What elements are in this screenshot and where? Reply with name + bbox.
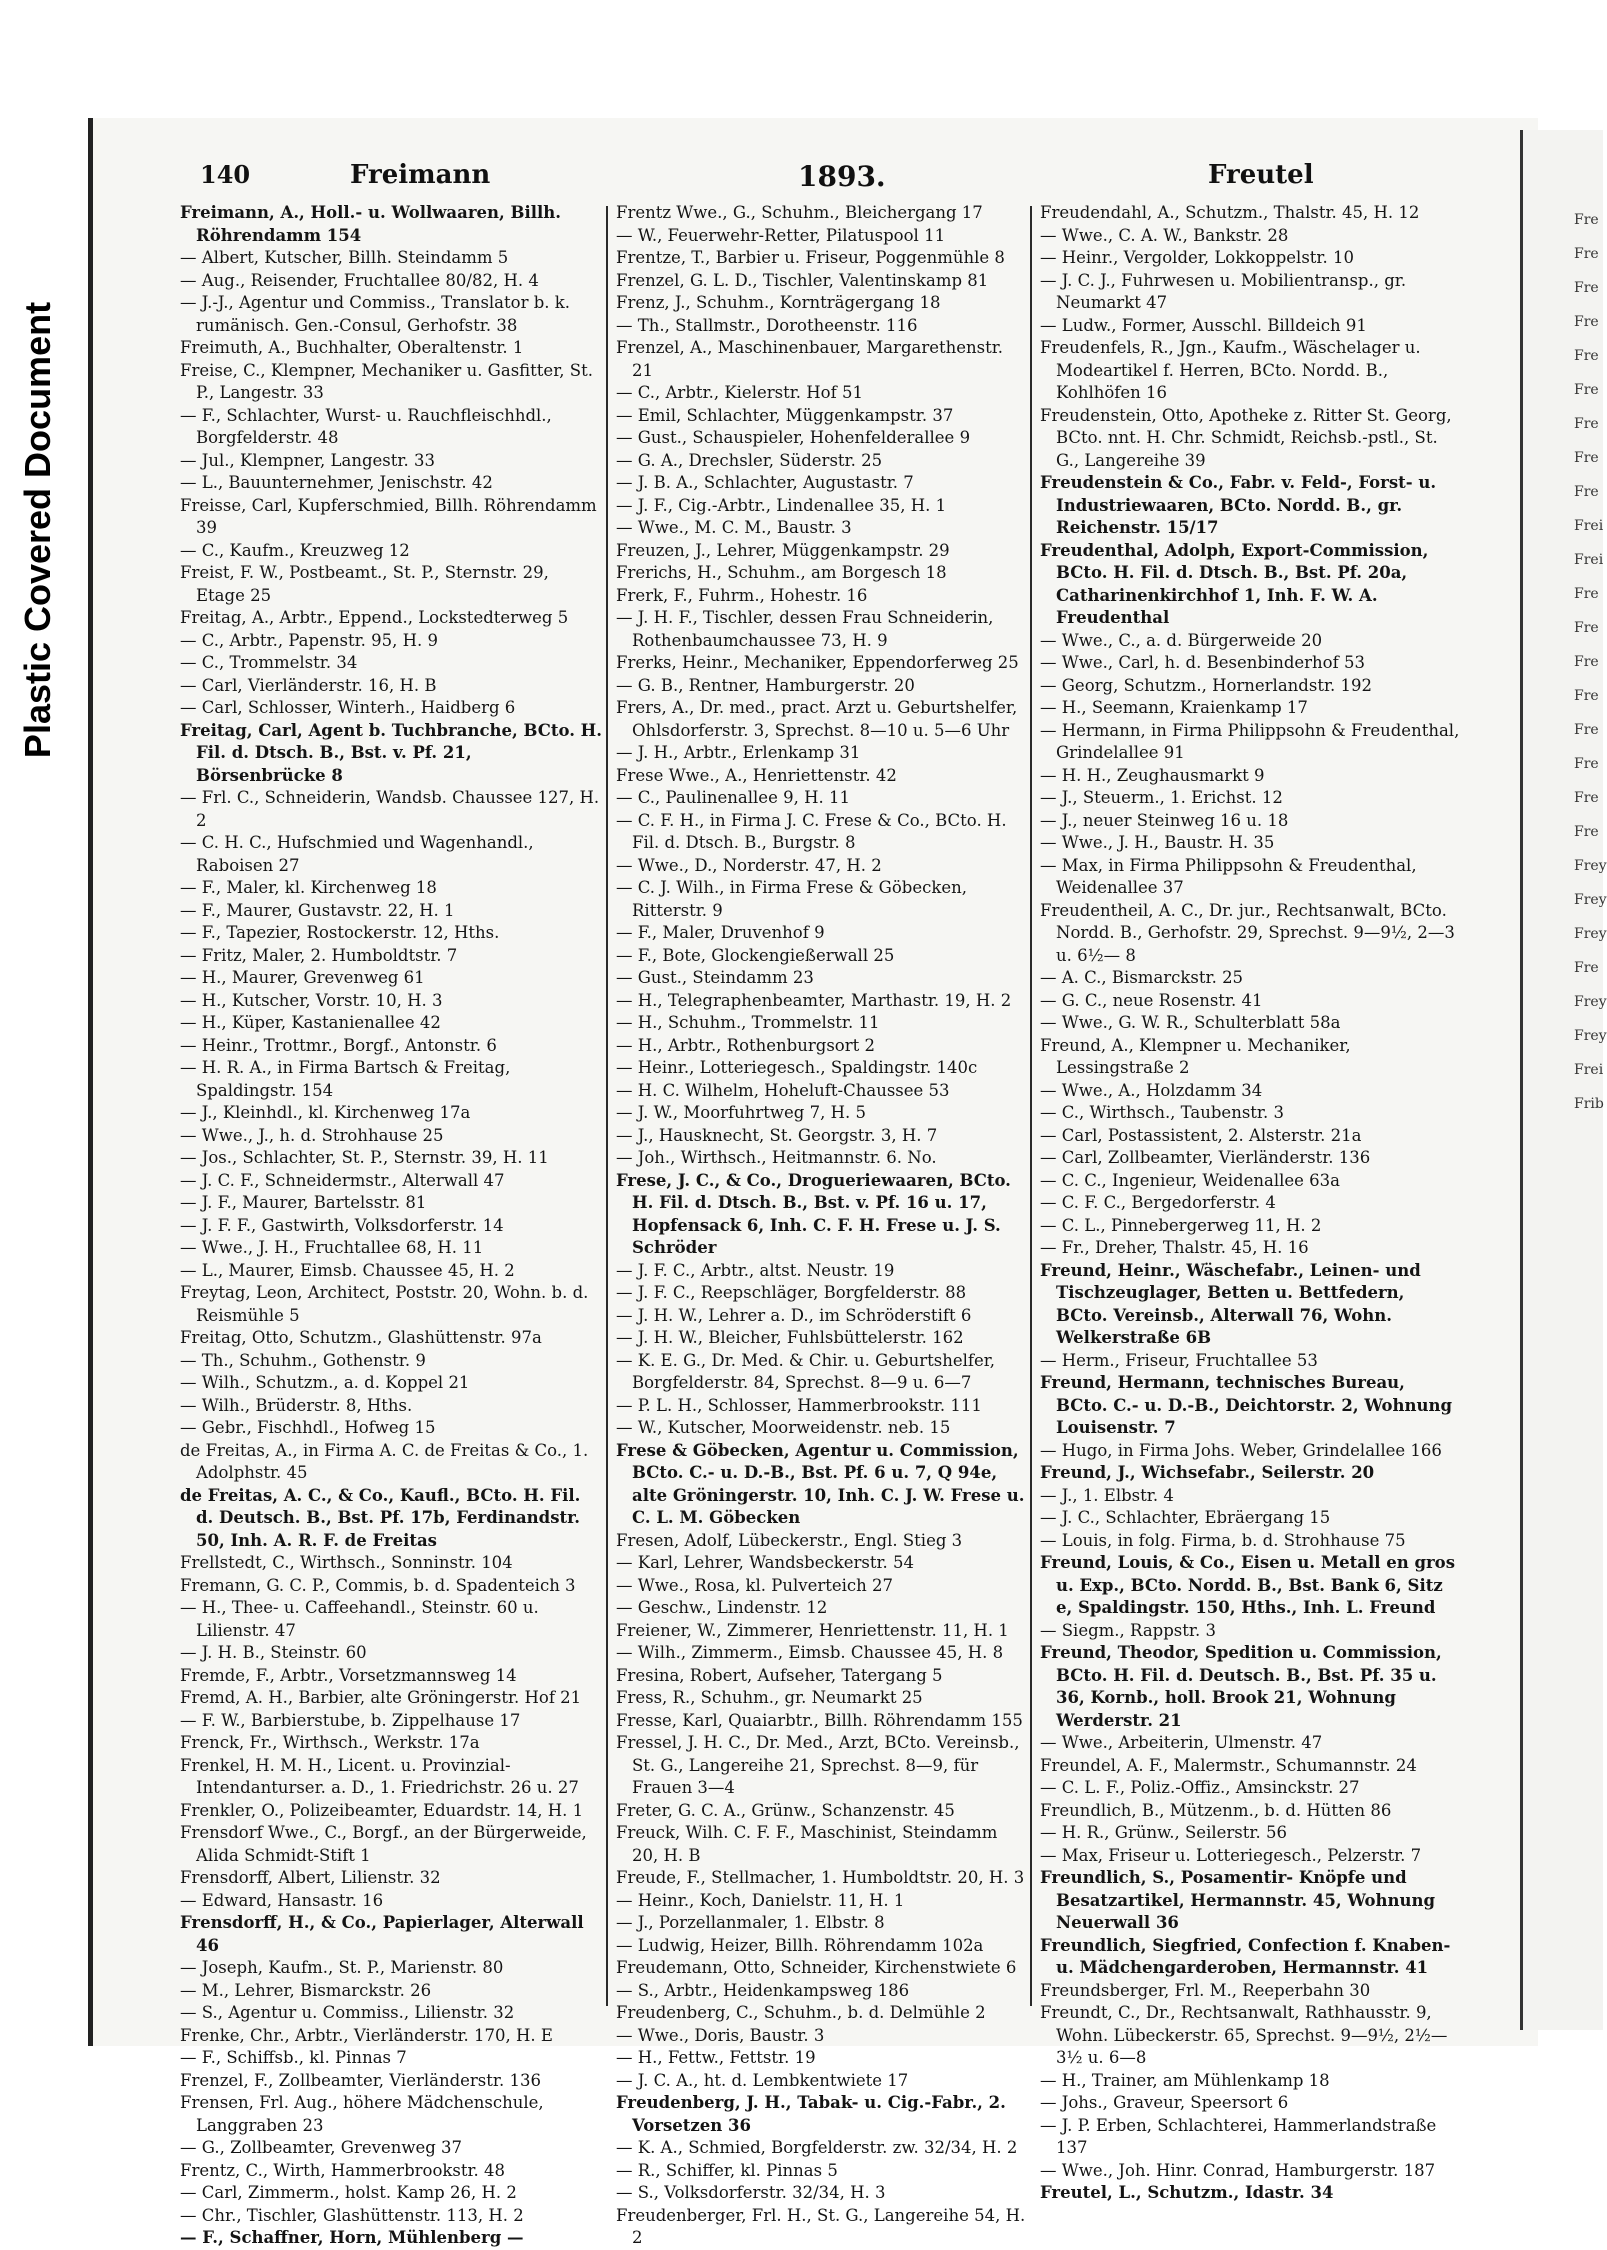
- directory-entry: — Gust., Steindamm 23: [616, 968, 814, 987]
- directory-entry: — J. F. C., Reepschläger, Borgfelderstr. 88: [616, 1283, 967, 1302]
- directory-entry: — C., Paulinenallee 9, H. 11: [616, 788, 850, 807]
- directory-entry: — Georg, Schutzm., Hornerlandstr. 192: [1040, 675, 1373, 695]
- directory-entry: — J. P. Erben, Schlachterei, Hammerlandstraße 137: [1040, 2115, 1437, 2157]
- directory-entry: — C., Wirthsch., Taubenstr. 3: [1040, 1103, 1284, 1122]
- directory-entry: Freude, F., Stellmacher, 1. Humboldtstr. 20, H. 3: [616, 1868, 1025, 1887]
- directory-entry: — J., 1. Elbstr. 4: [1040, 1485, 1174, 1505]
- directory-entry: Frese & Göbecken, Agentur u. Commission, BCto. C.- u. D.-B., Bst. Pf. 6 u. 7, Q 94e, alte Gröningerstr. 10, Inh. C. J. W. Frese u. C. L. M. Göbecken: [616, 1440, 1025, 1527]
- directory-entry: Frerichs, H., Schuhm., am Borgesch 18: [616, 563, 947, 582]
- directory-entry: — Wwe., C. A. W., Bankstr. 28: [1040, 225, 1289, 245]
- directory-entry: — C. C., Ingenieur, Weidenallee 63a: [1040, 1170, 1340, 1190]
- directory-entry: Freundsberger, Frl. M., Reeperbahn 30: [1040, 1980, 1371, 2000]
- year: 1893.: [798, 160, 886, 193]
- directory-entry: — Heinr., Vergolder, Lokkoppelstr. 10: [1040, 248, 1354, 267]
- directory-entry: — H., Seemann, Kraienkamp 17: [1040, 698, 1308, 717]
- edge-fragment: Fre: [1574, 450, 1599, 466]
- directory-entry: — Frl. C., Schneiderin, Wandsb. Chaussee 127, H. 2: [180, 788, 600, 830]
- edge-fragment: Fre: [1574, 688, 1599, 704]
- directory-entry: — F., Bote, Glockengießerwall 25: [616, 945, 895, 965]
- directory-entry: — Wwe., Doris, Baustr. 3: [616, 2025, 825, 2045]
- directory-entry: — C., Kaufm., Kreuzweg 12: [180, 540, 410, 560]
- directory-entry: — Jos., Schlachter, St. P., Sternstr. 39, H. 11: [180, 1148, 549, 1167]
- directory-entry: — G. C., neue Rosenstr. 41: [1040, 990, 1263, 1010]
- directory-entry: — J.-J., Agentur und Commiss., Translator b. k. rumänisch. Gen.-Consul, Gerhofstr. 38: [180, 293, 571, 335]
- column-rule: [1030, 206, 1032, 2006]
- directory-entry: — C. F. C., Bergedorferstr. 4: [1040, 1193, 1276, 1212]
- directory-entry: Freudenfels, R., Jgn., Kaufm., Wäschelager u. Modeartikel f. Herren, BCto. Nordd. B., Kohlhöfen 16: [1040, 338, 1421, 402]
- directory-entry: — Gebr., Fischhdl., Hofweg 15: [180, 1418, 436, 1437]
- directory-entry: Freundlich, B., Mützenm., b. d. Hütten 86: [1040, 1800, 1392, 1820]
- directory-entry: Frensdorff, H., & Co., Papierlager, Alterwall 46: [180, 1913, 584, 1955]
- edge-fragment: Fre: [1574, 722, 1599, 738]
- directory-entry: — Wwe., D., Norderstr. 47, H. 2: [616, 855, 882, 875]
- directory-entry: — H., Fettw., Fettstr. 19: [616, 2048, 816, 2067]
- directory-entry: Freudenstein, Otto, Apotheke z. Ritter St. Georg, BCto. nnt. H. Chr. Schmidt, Reichsb.-pstl., St. G., Langereihe 39: [1040, 405, 1452, 470]
- directory-entry: — Wwe., J., h. d. Strohhause 25: [180, 1125, 444, 1145]
- directory-entry: — Albert, Kutscher, Billh. Steindamm 5: [180, 248, 509, 267]
- directory-entry: Freuzen, J., Lehrer, Müggenkampstr. 29: [616, 540, 950, 560]
- directory-entry: — C., Arbtr., Papenstr. 95, H. 9: [180, 630, 438, 650]
- directory-entry: Frensdorff, Albert, Lilienstr. 32: [180, 1868, 441, 1887]
- directory-entry: Freund, Hermann, technisches Bureau, BCto. C.- u. D.-B., Deichtorstr. 2, Wohnung Louisenstr. 7: [1040, 1373, 1453, 1437]
- directory-entry: Fremd, A. H., Barbier, alte Gröningerstr. Hof 21: [180, 1688, 582, 1707]
- directory-entry: — Aug., Reisender, Fruchtallee 80/82, H. 4: [180, 270, 539, 290]
- edge-fragment: Fre: [1574, 484, 1599, 500]
- directory-entry: Frenck, Fr., Wirthsch., Werkstr. 17a: [180, 1733, 480, 1752]
- directory-entry: Frenzel, F., Zollbeamter, Vierländerstr. 136: [180, 2070, 541, 2090]
- directory-entry: Freund, A., Klempner u. Mechaniker, Lessingstraße 2: [1040, 1035, 1351, 1077]
- directory-entry: — G. A., Drechsler, Süderstr. 25: [616, 450, 883, 470]
- directory-entry: — Ludw., Former, Ausschl. Billdeich 91: [1040, 315, 1367, 335]
- directory-entry: — Jul., Klempner, Langestr. 33: [180, 450, 435, 470]
- directory-entry: Fresina, Robert, Aufseher, Tatergang 5: [616, 1665, 943, 1685]
- directory-entry: Frentz Wwe., G., Schuhm., Bleichergang 17: [616, 203, 983, 222]
- directory-entry: — Hugo, in Firma Johs. Weber, Grindelallee 166: [1040, 1440, 1442, 1460]
- directory-entry: Freundlich, S., Posamentir- Knöpfe und Besatzartikel, Hermannstr. 45, Wohnung Neuerwall 36: [1040, 1868, 1436, 1932]
- edge-fragment: Frey: [1574, 858, 1607, 874]
- directory-entry: — Joseph, Kaufm., St. P., Marienstr. 80: [180, 1958, 504, 1977]
- edge-fragment: Fre: [1574, 654, 1599, 670]
- directory-entry: Frenkler, O., Polizeibeamter, Eduardstr. 14, H. 1: [180, 1800, 584, 1820]
- directory-entry: — C. J. Wilh., in Firma Frese & Göbecken, Ritterstr. 9: [616, 878, 967, 920]
- directory-entry: — H., Küper, Kastanienallee 42: [180, 1013, 441, 1032]
- directory-entry: Freimann, A., Holl.- u. Wollwaaren, Billh. Röhrendamm 154: [180, 203, 561, 245]
- directory-entry: Frenke, Chr., Arbtr., Vierländerstr. 170, H. E: [180, 2025, 553, 2045]
- column-rule: [606, 206, 608, 2006]
- directory-entry: — H. C. Wilhelm, Hoheluft-Chaussee 53: [616, 1080, 950, 1100]
- edge-fragment: Frib: [1574, 1096, 1604, 1112]
- directory-entry: — J. F., Maurer, Bartelsstr. 81: [180, 1193, 427, 1212]
- directory-entry: — Max, Friseur u. Lotteriegesch., Pelzerstr. 7: [1040, 1845, 1422, 1865]
- directory-entry: Freund, Louis, & Co., Eisen u. Metall en gros u. Exp., BCto. Nordd. B., Bst. Bank 6, Sitz e, Spaldingstr. 150, Hths., Inh. L. Freund: [1040, 1553, 1455, 1617]
- directory-entry: — F., Schlachter, Wurst- u. Rauchfleischhdl., Borgfelderstr. 48: [180, 405, 552, 447]
- directory-entry: — H., Kutscher, Vorstr. 10, H. 3: [180, 990, 443, 1010]
- directory-entry: — S., Volksdorferstr. 32/34, H. 3: [616, 2183, 886, 2202]
- directory-entry: — W., Kutscher, Moorweidenstr. neb. 15: [616, 1418, 951, 1437]
- directory-entry: — J. F. F., Gastwirth, Volksdorferstr. 14: [180, 1215, 504, 1235]
- directory-entry: Freundlich, Siegfried, Confection f. Knaben- u. Mädchengarderoben, Hermannstr. 41: [1040, 1935, 1451, 1977]
- directory-entry: Frentz, C., Wirth, Hammerbrookstr. 48: [180, 2160, 506, 2180]
- directory-entry: — A. C., Bismarckstr. 25: [1040, 968, 1244, 987]
- running-head-right: Freutel: [1208, 160, 1314, 190]
- directory-entry: — Carl, Vierländerstr. 16, H. B: [180, 675, 437, 695]
- directory-entry: Freund, J., Wichsefabr., Seilerstr. 20: [1040, 1463, 1375, 1482]
- directory-entry: Freist, F. W., Postbeamt., St. P., Sternstr. 29, Etage 25: [180, 563, 549, 605]
- directory-entry: — L., Maurer, Eimsb. Chaussee 45, H. 2: [180, 1260, 515, 1280]
- edge-fragment: Fre: [1574, 620, 1599, 636]
- directory-entry: — J. C., Schlachter, Ebräergang 15: [1040, 1508, 1331, 1527]
- directory-entry: — Gust., Schauspieler, Hohenfelderallee 9: [616, 428, 971, 447]
- directory-entry: Freudentheil, A. C., Dr. jur., Rechtsanwalt, BCto. Nordd. B., Gerhofstr. 29, Sprechst. 9—9½, 2—3 u. 6½— 8: [1040, 900, 1455, 965]
- edge-fragment: Frei: [1574, 1062, 1604, 1078]
- edge-fragment: Fre: [1574, 212, 1599, 228]
- directory-entry: — Fr., Dreher, Thalstr. 45, H. 16: [1040, 1238, 1309, 1257]
- directory-entry: — H., Maurer, Grevenweg 61: [180, 968, 425, 987]
- directory-entry: — J. B. A., Schlachter, Augustastr. 7: [616, 473, 914, 492]
- directory-entry: — C. F. H., in Firma J. C. Frese & Co., BCto. H. Fil. d. Dtsch. B., Burgstr. 8: [616, 810, 1007, 852]
- directory-entry: — H., Schuhm., Trommelstr. 11: [616, 1013, 880, 1032]
- running-head-left: Freimann: [350, 160, 491, 190]
- directory-entry: de Freitas, A. C., & Co., Kaufl., BCto. H. Fil. d. Deutsch. B., Bst. Pf. 17b, Ferdinandstr. 50, Inh. A. R. F. de Freitas: [180, 1485, 581, 1550]
- directory-entry: — Edward, Hansastr. 16: [180, 1890, 384, 1910]
- directory-entry: — Carl, Schlosser, Winterh., Haidberg 6: [180, 698, 516, 717]
- edge-fragment: Fre: [1574, 586, 1599, 602]
- directory-entry: — Carl, Zollbeamter, Vierländerstr. 136: [1040, 1148, 1371, 1167]
- directory-entry: — J. F. C., Arbtr., altst. Neustr. 19: [616, 1260, 895, 1280]
- directory-entry: Freundt, C., Dr., Rechtsanwalt, Rathhausstr. 9, Wohn. Lübeckerstr. 65, Sprechst. 9—9½, 2½—3½ u. 6—8: [1040, 2003, 1448, 2067]
- directory-entry: Frellstedt, C., Wirthsch., Sonninstr. 104: [180, 1553, 513, 1572]
- directory-entry: Freudenberger, Frl. H., St. G., Langereihe 54, H. 2: [616, 2205, 1026, 2247]
- directory-entry: Frensdorf Wwe., C., Borgf., an der Bürgerweide, Alida Schmidt-Stift 1: [180, 1823, 587, 1865]
- directory-entry: — Wilh., Schutzm., a. d. Koppel 21: [180, 1373, 470, 1392]
- directory-entry: Freuck, Wilh. C. F. F., Maschinist, Steindamm 20, H. B: [616, 1823, 998, 1865]
- edge-fragment: Frey: [1574, 994, 1607, 1010]
- directory-entry: Fresse, Karl, Quaiarbtr., Billh. Röhrendamm 155: [616, 1710, 1023, 1730]
- directory-entry: Freundel, A. F., Malermstr., Schumannstr. 24: [1040, 1755, 1417, 1775]
- next-page-fragments: [1574, 210, 1607, 1990]
- directory-entry: — Ludwig, Heizer, Billh. Röhrendamm 102a: [616, 1935, 984, 1955]
- directory-entry: — J. H. W., Lehrer a. D., im Schröderstift 6: [616, 1305, 972, 1325]
- directory-entry: — H., Arbtr., Rothenburgsort 2: [616, 1035, 875, 1055]
- directory-entry: — Wwe., Rosa, kl. Pulverteich 27: [616, 1575, 894, 1595]
- directory-entry: Freytag, Leon, Architect, Poststr. 20, Wohn. b. d. Reismühle 5: [180, 1283, 589, 1325]
- directory-entry: — J., neuer Steinweg 16 u. 18: [1040, 810, 1289, 830]
- directory-column-2: [616, 202, 1026, 2247]
- directory-entry: — J. C. A., ht. d. Lembkentwiete 17: [616, 2070, 909, 2090]
- directory-entry: — W., Feuerwehr-Retter, Pilatuspool 11: [616, 225, 946, 245]
- directory-entry: — Heinr., Koch, Danielstr. 11, H. 1: [616, 1890, 905, 1910]
- directory-entry: — Geschw., Lindenstr. 12: [616, 1598, 828, 1617]
- directory-entry: — H. R. A., in Firma Bartsch & Freitag, Spaldingstr. 154: [180, 1058, 511, 1100]
- directory-column-1: [180, 202, 603, 2247]
- directory-entry: Freudendahl, A., Schutzm., Thalstr. 45, H. 12: [1040, 203, 1420, 222]
- directory-entry: — Heinr., Trottmr., Borgf., Antonstr. 6: [180, 1035, 497, 1055]
- directory-entry: — J. H. B., Steinstr. 60: [180, 1643, 367, 1662]
- directory-entry: — G., Zollbeamter, Grevenweg 37: [180, 2138, 463, 2157]
- directory-entry: — Hermann, in Firma Philippsohn & Freudenthal, Grindelallee 91: [1040, 720, 1460, 762]
- directory-entry: — J. C. J., Fuhrwesen u. Mobilientransp., gr. Neumarkt 47: [1040, 270, 1407, 312]
- directory-entry: — F., Schiffsb., kl. Pinnas 7: [180, 2048, 407, 2067]
- directory-entry: — K. A., Schmied, Borgfelderstr. zw. 32/34, H. 2: [616, 2138, 1018, 2157]
- directory-entry: Freitag, Carl, Agent b. Tuchbranche, BCto. H. Fil. d. Dtsch. B., Bst. v. Pf. 21, Börsenbrücke 8: [180, 720, 603, 785]
- directory-entry: — J. F., Cig.-Arbtr., Lindenallee 35, H. 1: [616, 495, 947, 515]
- directory-entry: — H., Trainer, am Mühlenkamp 18: [1040, 2070, 1330, 2090]
- directory-entry: Freitag, A., Arbtr., Eppend., Lockstedterweg 5: [180, 608, 569, 627]
- edge-fragment: Frey: [1574, 926, 1607, 942]
- directory-entry: Freudenthal, Adolph, Export-Commission, BCto. H. Fil. d. Dtsch. B., Bst. Pf. 20a, Catharinenkirchhof 1, Inh. F. W. A. Freudenthal: [1040, 540, 1429, 627]
- directory-entry: Freudenberg, J. H., Tabak- u. Cig.-Fabr., 2. Vorsetzen 36: [616, 2093, 1006, 2135]
- directory-entry: — H. H., Zeughausmarkt 9: [1040, 765, 1265, 785]
- directory-entry: — Johs., Graveur, Speersort 6: [1040, 2093, 1289, 2112]
- directory-entry: Fress, R., Schuhm., gr. Neumarkt 25: [616, 1688, 923, 1707]
- edge-fragment: Fre: [1574, 314, 1599, 330]
- directory-entry: — Herm., Friseur, Fruchtallee 53: [1040, 1350, 1318, 1370]
- directory-entry: Freutel, L., Schutzm., Idastr. 34: [1040, 2183, 1334, 2202]
- directory-entry: — C. L., Pinnebergerweg 11, H. 2: [1040, 1215, 1322, 1235]
- directory-entry: Freisse, Carl, Kupferschmied, Billh. Röhrendamm 39: [180, 495, 597, 537]
- directory-entry: — Heinr., Lotteriegesch., Spaldingstr. 140c: [616, 1058, 978, 1077]
- directory-entry: — J. W., Moorfuhrtweg 7, H. 5: [616, 1103, 866, 1122]
- directory-entry: Freiener, W., Zimmerer, Henriettenstr. 11, H. 1: [616, 1620, 1009, 1640]
- edge-fragment: Fre: [1574, 280, 1599, 296]
- directory-entry: Frensen, Frl. Aug., höhere Mädchenschule, Langgraben 23: [180, 2093, 544, 2135]
- edge-fragment: Fre: [1574, 246, 1599, 262]
- directory-entry: — F., Maler, Druvenhof 9: [616, 923, 825, 942]
- directory-entry: — C., Arbtr., Kielerstr. Hof 51: [616, 383, 863, 402]
- directory-entry: — Max, in Firma Philippsohn & Freudenthal, Weidenallee 37: [1040, 855, 1417, 897]
- directory-entry: Fremann, G. C. P., Commis, b. d. Spadenteich 3: [180, 1575, 576, 1595]
- directory-entry: de Freitas, A., in Firma A. C. de Freitas & Co., 1. Adolphstr. 45: [180, 1440, 589, 1482]
- directory-entry: Frentze, T., Barbier u. Friseur, Poggenmühle 8: [616, 248, 1005, 267]
- directory-entry: — H. R., Grünw., Seilerstr. 56: [1040, 1823, 1287, 1842]
- directory-entry: Freund, Heinr., Wäschefabr., Leinen- und Tischzeuglager, Betten u. Bettfedern, BCto. Vereinsb., Alterwall 76, Wohn. Welkerstraße 6B: [1040, 1260, 1421, 1347]
- directory-entry: — R., Schiffer, kl. Pinnas 5: [616, 2160, 838, 2180]
- directory-entry: Frenzel, A., Maschinenbauer, Margarethenstr. 21: [616, 338, 1004, 380]
- directory-entry: — Siegm., Rappstr. 3: [1040, 1620, 1216, 1640]
- edge-fragment: Fre: [1574, 960, 1599, 976]
- directory-entry: — Emil, Schlachter, Müggenkampstr. 37: [616, 405, 954, 425]
- edge-fragment: Frei: [1574, 552, 1604, 568]
- directory-entry: — S., Agentur u. Commiss., Lilienstr. 32: [180, 2003, 515, 2022]
- directory-entry: Freudenberg, C., Schuhm., b. d. Delmühle 2: [616, 2003, 986, 2022]
- directory-entry: — C. L. F., Poliz.-Offiz., Amsinckstr. 27: [1040, 1778, 1360, 1797]
- directory-entry: Frenz, J., Schuhm., Kornträgergang 18: [616, 293, 941, 312]
- edge-fragment: Frey: [1574, 892, 1607, 908]
- edge-fragment: Fre: [1574, 348, 1599, 364]
- directory-entry: Freund, Theodor, Spedition u. Commission, BCto. H. Fil. d. Deutsch. B., Bst. Pf. 35 u. 36, Kornb., holl. Brook 21, Wohnung Werderstr. 21: [1040, 1643, 1442, 1730]
- directory-entry: Frers, A., Dr. med., pract. Arzt u. Geburtshelfer, Ohlsdorferstr. 3, Sprechst. 8—10 u. 5—6 Uhr: [616, 698, 1018, 740]
- directory-entry: Frenkel, H. M. H., Licent. u. Provinzial-Intendanturser. a. D., 1. Friedrichstr. 26 u. 27: [180, 1755, 579, 1797]
- directory-entry: — Wwe., A., Holzdamm 34: [1040, 1080, 1263, 1100]
- directory-entry: — F., Tapezier, Rostockerstr. 12, Hths.: [180, 923, 500, 942]
- directory-entry: Frerk, F., Fuhrm., Hohestr. 16: [616, 585, 868, 605]
- directory-entry: — J. H., Arbtr., Erlenkamp 31: [616, 743, 861, 762]
- directory-entry: Freudemann, Otto, Schneider, Kirchenstwiete 6: [616, 1958, 1017, 1977]
- directory-entry: — J., Kleinhdl., kl. Kirchenweg 17a: [180, 1103, 471, 1122]
- directory-entry: Freudenstein & Co., Fabr. v. Feld-, Forst- u. Industriewaaren, BCto. Nordd. B., gr. Reichenstr. 15/17: [1040, 473, 1437, 537]
- edge-fragment: Frey: [1574, 1028, 1607, 1044]
- directory-entry: — C. H. C., Hufschmied und Wagenhandl., Raboisen 27: [180, 833, 534, 875]
- directory-entry: — F. W., Barbierstube, b. Zippelhause 17: [180, 1710, 521, 1730]
- directory-entry: — Chr., Tischler, Glashüttenstr. 113, H. 2: [180, 2205, 524, 2225]
- edge-fragment: Fre: [1574, 416, 1599, 432]
- directory-entry: Frese, J. C., & Co., Drogueriewaaren, BCto. H. Fil. d. Dtsch. B., Bst. v. Pf. 16 u. 17, Hopfensack 6, Inh. C. F. H. Frese u. J. S. Schröder: [616, 1170, 1011, 1257]
- directory-entry: — G. B., Rentner, Hamburgerstr. 20: [616, 675, 915, 695]
- directory-entry: — Louis, in folg. Firma, b. d. Strohhause 75: [1040, 1530, 1406, 1550]
- side-label-text: Plastic Covered Document: [17, 301, 58, 759]
- directory-entry: Fremde, F., Arbtr., Vorsetzmannsweg 14: [180, 1665, 517, 1685]
- edge-fragment: Fre: [1574, 824, 1599, 840]
- directory-entry: — P. L. H., Schlosser, Hammerbrookstr. 111: [616, 1395, 982, 1415]
- page-number: 140: [200, 160, 251, 189]
- directory-entry: — F., Schaffner, Horn, Mühlenberg —: [180, 2228, 524, 2247]
- directory-entry: — Joh., Wirthsch., Heitmannstr. 6. No.: [616, 1148, 937, 1167]
- directory-entry: — Karl, Lehrer, Wandsbeckerstr. 54: [616, 1553, 915, 1572]
- directory-entry: — Wwe., C., a. d. Bürgerweide 20: [1040, 630, 1323, 650]
- directory-entry: — M., Lehrer, Bismarckstr. 26: [180, 1980, 432, 2000]
- edge-fragment: Fre: [1574, 756, 1599, 772]
- directory-entry: Freitag, Otto, Schutzm., Glashüttenstr. 97a: [180, 1328, 542, 1347]
- directory-entry: — Wwe., Carl, h. d. Besenbinderhof 53: [1040, 653, 1365, 672]
- side-label: [8, 260, 68, 800]
- directory-entry: — Wwe., J. H., Baustr. H. 35: [1040, 833, 1275, 852]
- directory-entry: — Carl, Postassistent, 2. Alsterstr. 21a: [1040, 1125, 1362, 1145]
- directory-entry: — J. C. F., Schneidermstr., Alterwall 47: [180, 1170, 505, 1190]
- directory-entry: — Fritz, Maler, 2. Humboldtstr. 7: [180, 945, 458, 965]
- page-header: [112, 158, 1462, 194]
- directory-entry: — J. H. W., Bleicher, Fuhlsbüttelerstr. 162: [616, 1328, 964, 1347]
- edge-fragment: Fre: [1574, 790, 1599, 806]
- directory-column-3: [1040, 202, 1460, 2202]
- directory-entry: Frerks, Heinr., Mechaniker, Eppendorferweg 25: [616, 653, 1019, 672]
- directory-entry: — J., Steuerm., 1. Erichst. 12: [1040, 788, 1283, 807]
- directory-entry: — L., Bauunternehmer, Jenischstr. 42: [180, 473, 493, 492]
- directory-entry: — H., Telegraphenbeamter, Marthastr. 19, H. 2: [616, 990, 1012, 1010]
- directory-entry: — Wilh., Zimmerm., Eimsb. Chaussee 45, H. 8: [616, 1643, 1004, 1662]
- edge-fragment: Fre: [1574, 382, 1599, 398]
- directory-entry: — J., Hausknecht, St. Georgstr. 3, H. 7: [616, 1125, 938, 1145]
- directory-entry: — S., Arbtr., Heidenkampsweg 186: [616, 1980, 910, 2000]
- directory-entry: — Th., Schuhm., Gothenstr. 9: [180, 1350, 426, 1370]
- directory-entry: — J. H. F., Tischler, dessen Frau Schneiderin, Rothenbaumchaussee 73, H. 9: [616, 608, 994, 650]
- directory-entry: Fresen, Adolf, Lübeckerstr., Engl. Stieg 3: [616, 1530, 963, 1550]
- directory-entry: — J., Porzellanmaler, 1. Elbstr. 8: [616, 1913, 885, 1932]
- edge-fragment: Frei: [1574, 518, 1604, 534]
- directory-entry: — Wwe., Arbeiterin, Ulmenstr. 47: [1040, 1733, 1323, 1752]
- directory-entry: — Wwe., Joh. Hinr. Conrad, Hamburgerstr. 187: [1040, 2160, 1436, 2180]
- directory-entry: — F., Maler, kl. Kirchenweg 18: [180, 878, 437, 897]
- directory-entry: — Wwe., G. W. R., Schulterblatt 58a: [1040, 1013, 1341, 1032]
- directory-entry: — F., Maurer, Gustavstr. 22, H. 1: [180, 900, 455, 920]
- directory-entry: — Wwe., M. C. M., Baustr. 3: [616, 518, 852, 537]
- directory-entry: — Th., Stallmstr., Dorotheenstr. 116: [616, 315, 918, 335]
- directory-entry: — Wilh., Brüderstr. 8, Hths.: [180, 1395, 413, 1415]
- directory-entry: Fressel, J. H. C., Dr. Med., Arzt, BCto. Vereinsb., St. G., Langereihe 21, Sprechst. 8—9, für Frauen 3—4: [616, 1733, 1020, 1797]
- directory-entry: — H., Thee- u. Caffeehandl., Steinstr. 60 u. Lilienstr. 47: [180, 1598, 539, 1640]
- directory-entry: — K. E. G., Dr. Med. & Chir. u. Geburtshelfer, Borgfelderstr. 84, Sprechst. 8—9 u. 6—7: [616, 1350, 996, 1392]
- directory-entry: Freimuth, A., Buchhalter, Oberaltenstr. 1: [180, 338, 524, 357]
- directory-entry: — Wwe., J. H., Fruchtallee 68, H. 11: [180, 1238, 484, 1257]
- directory-entry: Frese Wwe., A., Henriettenstr. 42: [616, 765, 897, 785]
- directory-entry: — C., Trommelstr. 34: [180, 653, 358, 672]
- directory-entry: Frenzel, G. L. D., Tischler, Valentinskamp 81: [616, 270, 989, 290]
- directory-entry: — Carl, Zimmerm., holst. Kamp 26, H. 2: [180, 2183, 517, 2202]
- directory-entry: Freise, C., Klempner, Mechaniker u. Gasfitter, St. P., Langestr. 33: [180, 360, 593, 402]
- directory-entry: Freter, G. C. A., Grünw., Schanzenstr. 45: [616, 1800, 955, 1820]
